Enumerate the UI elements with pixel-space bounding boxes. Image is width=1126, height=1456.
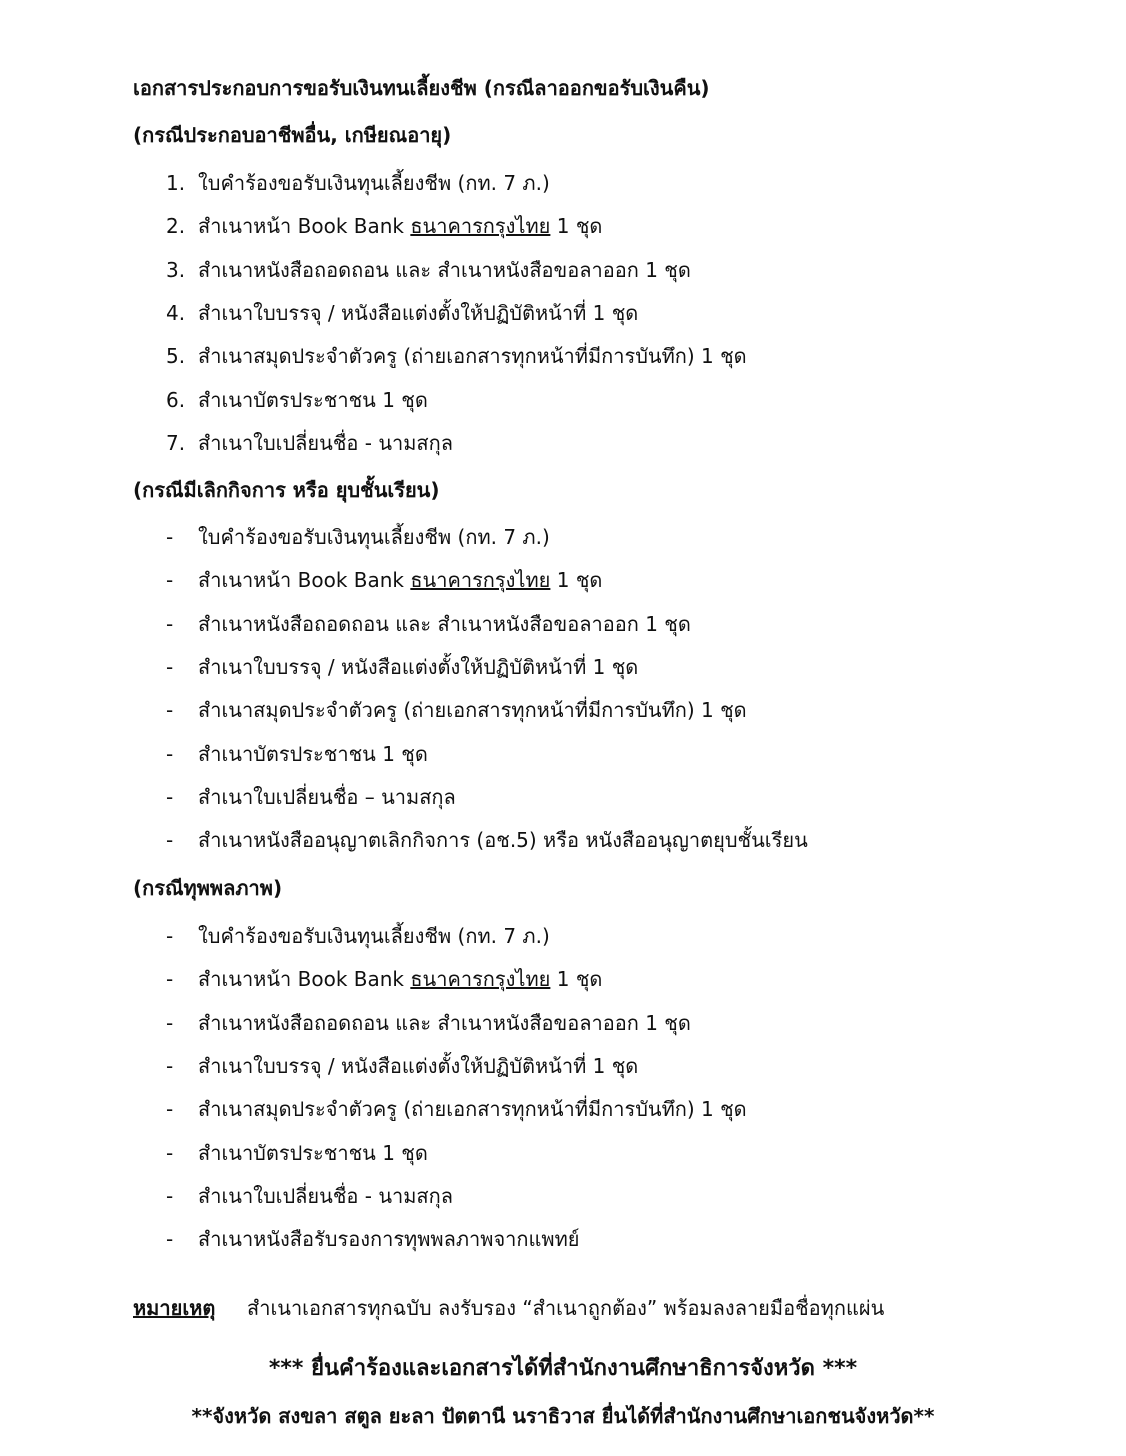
list-item-text: สำเนาใบเปลี่ยนชื่อ - นามสกุล bbox=[198, 1183, 453, 1208]
list-item bbox=[166, 1050, 638, 1082]
list-item-marker: 4. bbox=[166, 300, 186, 325]
list-item bbox=[166, 1093, 747, 1125]
list-item-marker: - bbox=[166, 611, 174, 636]
list-item bbox=[166, 384, 428, 416]
bank-name-underlined: ธนาคารกรุงไทย bbox=[410, 568, 551, 593]
list-item bbox=[166, 738, 428, 770]
list-item-text-suffix: 1 ชุด bbox=[550, 568, 603, 593]
list-item bbox=[166, 167, 550, 199]
list-item-text: สำเนาหนังสือถอดถอน และ สำเนาหนังสือขอลาออก 1 ชุด bbox=[198, 257, 691, 282]
list-item-text: สำเนาหนังสือรับรองการทุพพลภาพจากแพทย์ bbox=[198, 1227, 580, 1252]
list-item-text: ใบคำร้องขอรับเงินทุนเลี้ยงชีพ (กท. 7 ภ.) bbox=[198, 525, 550, 549]
note-label: หมายเหตุ bbox=[133, 1296, 216, 1320]
list-item bbox=[166, 340, 747, 372]
list-item-marker: 5. bbox=[166, 344, 186, 369]
list-item-marker: - bbox=[166, 1053, 174, 1078]
list-item-marker: - bbox=[166, 967, 174, 992]
list-item-text: สำเนาสมุดประจำตัวครู (ถ่ายเอกสารทุกหน้าที่มีการบันทึก) 1 ชุด bbox=[198, 698, 747, 723]
list-item-text: สำเนาใบเปลี่ยนชื่อ - นามสกุล bbox=[198, 430, 453, 455]
list-item-text: สำเนาสมุดประจำตัวครู (ถ่ายเอกสารทุกหน้าที่มีการบันทึก) 1 ชุด bbox=[198, 1097, 747, 1122]
list-item bbox=[166, 608, 691, 640]
list-item bbox=[166, 254, 691, 286]
list-item-text-suffix: 1 ชุด bbox=[550, 214, 603, 239]
list-item-marker: 3. bbox=[166, 257, 186, 282]
list-item bbox=[166, 651, 638, 683]
list-item-text: สำเนาบัตรประชาชน 1 ชุด bbox=[198, 387, 428, 412]
list-item-text: สำเนาหน้า Book Bank bbox=[198, 568, 411, 593]
list-item-marker: - bbox=[166, 1010, 174, 1035]
list-item-marker: - bbox=[166, 784, 174, 809]
list-item-text: สำเนาใบบรรจุ / หนังสือแต่งตั้งให้ปฏิบัติหน้าที่ 1 ชุด bbox=[198, 654, 639, 679]
list-item bbox=[166, 564, 602, 596]
list-item-marker: - bbox=[166, 924, 174, 948]
list-item bbox=[166, 824, 808, 856]
list-item-marker: - bbox=[166, 1227, 174, 1252]
list-item-text: สำเนาสมุดประจำตัวครู (ถ่ายเอกสารทุกหน้าที่มีการบันทึก) 1 ชุด bbox=[198, 344, 747, 369]
footer-submit-line: *** ยื่นคำร้องและเอกสารได้ที่สำนักงานศึกษาธิการจังหวัด *** bbox=[268, 1356, 858, 1381]
bank-name-underlined: ธนาคารกรุงไทย bbox=[410, 967, 551, 992]
list-item bbox=[166, 1180, 453, 1212]
list-item bbox=[166, 694, 747, 726]
list-item-marker: - bbox=[166, 828, 174, 853]
list-item-marker: - bbox=[166, 525, 174, 549]
list-item-text: สำเนาใบบรรจุ / หนังสือแต่งตั้งให้ปฏิบัติหน้าที่ 1 ชุด bbox=[198, 1053, 639, 1078]
list-item bbox=[166, 427, 453, 459]
note-row bbox=[133, 1292, 884, 1324]
list-item-marker: - bbox=[166, 741, 174, 766]
list-item bbox=[166, 1137, 428, 1169]
list-item-marker: 1. bbox=[166, 171, 186, 195]
list-item-marker: 6. bbox=[166, 387, 186, 412]
list-item-text: สำเนาหนังสือถอดถอน และ สำเนาหนังสือขอลาออก 1 ชุด bbox=[198, 611, 691, 636]
list-item-marker: - bbox=[166, 698, 174, 723]
list-item-marker: - bbox=[166, 568, 174, 593]
list-item-text: สำเนาหนังสือถอดถอน และ สำเนาหนังสือขอลาออก 1 ชุด bbox=[198, 1010, 691, 1035]
list-item-marker: - bbox=[166, 1183, 174, 1208]
list-item-text: สำเนาหน้า Book Bank bbox=[198, 967, 411, 992]
list-item bbox=[166, 210, 602, 242]
footer-province-line: **จังหวัด สงขลา สตูล ยะลา ปัตตานี นราธิวาส ยื่นได้ที่สำนักงานศึกษาเอกชนจังหวัด** bbox=[191, 1404, 935, 1428]
list-item-text: สำเนาใบบรรจุ / หนังสือแต่งตั้งให้ปฏิบัติหน้าที่ 1 ชุด bbox=[198, 300, 639, 325]
section-heading-business-closure: (กรณีมีเลิกกิจการ หรือ ยุบชั้นเรียน) bbox=[133, 478, 440, 502]
list-item-text: ใบคำร้องขอรับเงินทุนเลี้ยงชีพ (กท. 7 ภ.) bbox=[198, 924, 550, 948]
list-item-text: สำเนาหน้า Book Bank bbox=[198, 214, 411, 239]
bank-name-underlined: ธนาคารกรุงไทย bbox=[410, 214, 551, 239]
list-item-text: สำเนาใบเปลี่ยนชื่อ – นามสกุล bbox=[198, 784, 456, 809]
list-item-marker: - bbox=[166, 1140, 174, 1165]
list-item-text: สำเนาบัตรประชาชน 1 ชุด bbox=[198, 741, 428, 766]
list-item-marker: 7. bbox=[166, 430, 186, 455]
list-item bbox=[166, 1223, 580, 1255]
document-title: เอกสารประกอบการขอรับเงินทนเลี้ยงชีพ (กรณีลาออกขอรับเงินคืน) bbox=[133, 76, 710, 100]
list-item-marker: - bbox=[166, 654, 174, 679]
list-item bbox=[166, 963, 602, 995]
list-item-marker: 2. bbox=[166, 214, 186, 239]
list-item-text: สำเนาหนังสืออนุญาตเลิกกิจการ (อช.5) หรือ หนังสืออนุญาตยุบชั้นเรียน bbox=[198, 828, 808, 853]
list-item-text: ใบคำร้องขอรับเงินทุนเลี้ยงชีพ (กท. 7 ภ.) bbox=[198, 171, 550, 195]
list-item bbox=[166, 521, 550, 553]
list-item-text-suffix: 1 ชุด bbox=[550, 967, 603, 992]
list-item bbox=[166, 1007, 691, 1039]
list-item bbox=[166, 920, 550, 952]
note-text: สำเนาเอกสารทุกฉบับ ลงรับรอง “สำเนาถูกต้อง” พร้อมลงลายมือชื่อทุกแผ่น bbox=[247, 1296, 885, 1320]
list-item bbox=[166, 297, 638, 329]
section-heading-disability: (กรณีทุพพลภาพ) bbox=[133, 876, 283, 900]
list-item bbox=[166, 781, 456, 813]
list-item-text: สำเนาบัตรประชาชน 1 ชุด bbox=[198, 1140, 428, 1165]
list-item-marker: - bbox=[166, 1097, 174, 1122]
section-heading-other-career: (กรณีประกอบอาชีพอื่น, เกษียณอายุ) bbox=[133, 123, 452, 147]
